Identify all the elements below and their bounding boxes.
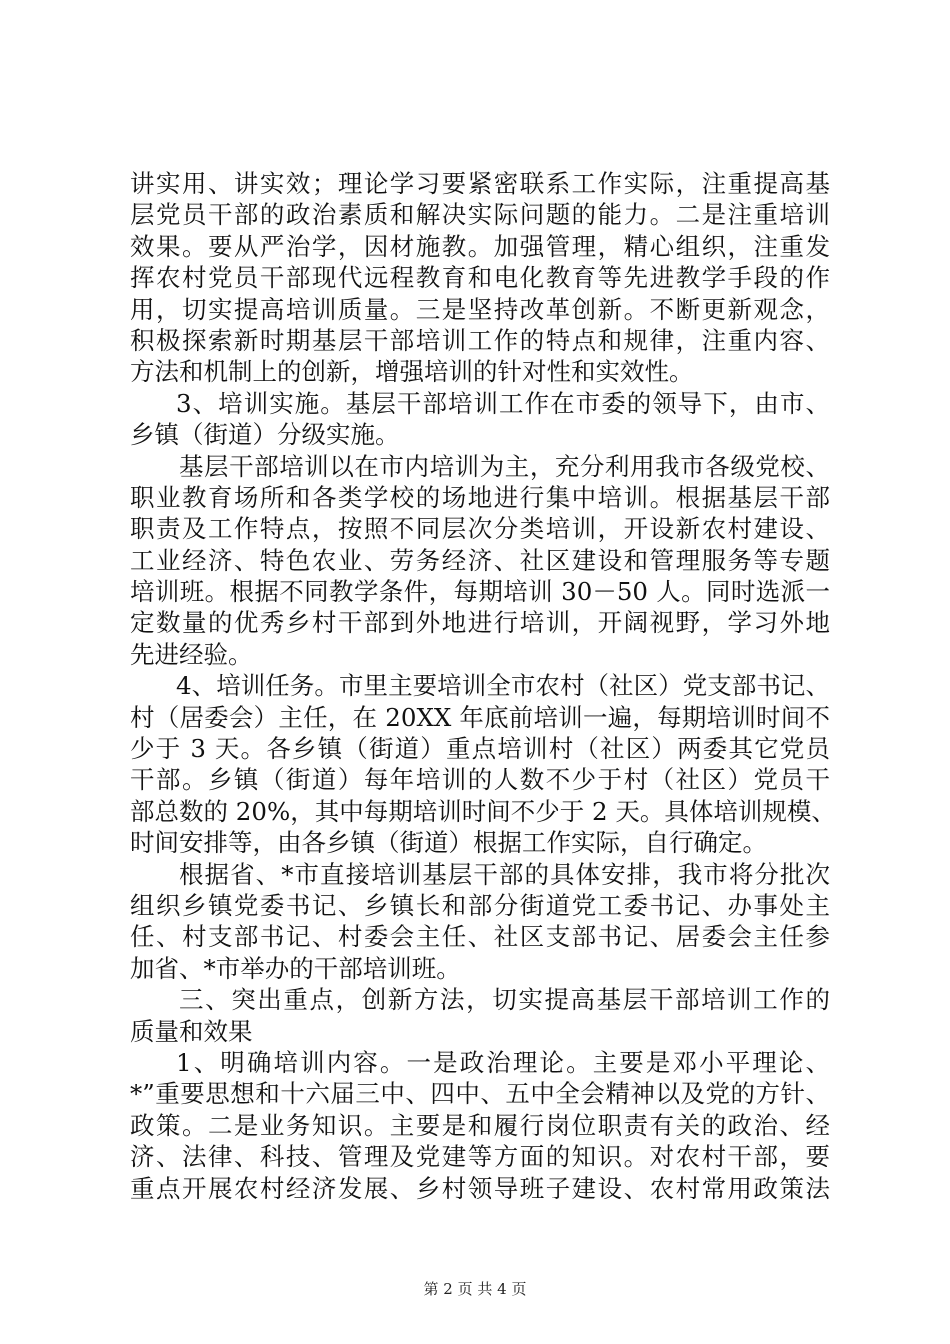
paragraph <box>130 168 830 388</box>
text-line: 质量和效果 <box>130 1016 253 1046</box>
text-line: *”重要思想和十六届三中、四中、五中全会精神以及党的方针、 <box>130 1079 830 1109</box>
text-line: 挥农村党员干部现代远程教育和电化教育等先进教学手段的作 <box>130 263 830 293</box>
text-line: 工业经济、特色农业、劳务经济、社区建设和管理服务等专题 <box>130 545 830 575</box>
text-line: 济、法律、科技、管理及党建等方面的知识。对农村干部，要 <box>130 1142 830 1172</box>
text-line: 乡镇（街道）分级实施。 <box>130 420 400 450</box>
text-line: 培训班。根据不同教学条件，每期培训 30－50 人。同时选派一 <box>130 577 830 607</box>
text-line: 方法和机制上的创新，增强培训的针对性和实效性。 <box>130 357 694 387</box>
text-line: 4、培训任务。市里主要培训全市农村（社区）党支部书记、 <box>176 671 830 701</box>
text-line: 积极探索新时期基层干部培训工作的特点和规律，注重内容、 <box>130 325 830 355</box>
text-line: 基层干部培训以在市内培训为主，充分利用我市各级党校、 <box>179 451 830 481</box>
text-line: 职责及工作特点，按照不同层次分类培训，开设新农村建设、 <box>130 514 830 544</box>
text-line: 层党员干部的政治素质和解决实际问题的能力。二是注重培训 <box>130 200 830 230</box>
text-line: 效果。要从严治学，因材施教。加强管理，精心组织，注重发 <box>130 231 830 261</box>
paragraph <box>130 451 830 671</box>
paragraph <box>130 859 830 985</box>
text-line: 重点开展农村经济发展、乡村领导班子建设、农村常用政策法 <box>130 1173 830 1203</box>
text-line: 部总数的 20%，其中每期培训时间不少于 2 天。具体培训规模、 <box>130 796 836 826</box>
text-line: 少于 3 天。各乡镇（街道）重点培训村（社区）两委其它党员 <box>130 734 830 764</box>
text-line: 用，切实提高培训质量。三是坚持改革创新。不断更新观念， <box>130 294 830 324</box>
page-footer: 第 2 页 共 4 页 <box>423 1280 527 1298</box>
text-line: 干部。乡镇（街道）每年培训的人数不少于村（社区）党员干 <box>130 765 830 795</box>
text-line: 三、突出重点，创新方法，切实提高基层干部培训工作的 <box>179 985 830 1015</box>
text-line: 1、明确培训内容。一是政治理论。主要是邓小平理论、 <box>176 1047 830 1077</box>
text-line: 讲实用、讲实效；理论学习要紧密联系工作实际，注重提高基 <box>130 169 830 198</box>
text-line: 3、培训实施。基层干部培训工作在市委的领导下，由市、 <box>176 388 830 418</box>
text-line: 组织乡镇党委书记、乡镇长和部分街道党工委书记、办事处主 <box>130 890 830 920</box>
text-line: 村（居委会）主任，在 20XX 年底前培训一遍，每期培训时间不 <box>130 702 830 732</box>
text-line: 任、村支部书记、村委会主任、社区支部书记、居委会主任参 <box>130 922 830 952</box>
text-line: 定数量的优秀乡村干部到外地进行培训，开阔视野，学习外地 <box>130 608 830 638</box>
paragraph <box>130 984 830 1047</box>
text-line: 职业教育场所和各类学校的场地进行集中培训。根据基层干部 <box>130 482 830 512</box>
text-line: 根据省、*市直接培训基层干部的具体安排，我市将分批次 <box>179 859 830 889</box>
text-line: 政策。二是业务知识。主要是和履行岗位职责有关的政治、经 <box>130 1110 830 1140</box>
text-line: 加省、*市举办的干部培训班。 <box>130 953 461 983</box>
paragraph <box>130 1047 830 1204</box>
text-line: 先进经验。 <box>130 639 253 669</box>
text-line: 时间安排等，由各乡镇（街道）根据工作实际，自行确定。 <box>130 828 767 858</box>
paragraph <box>130 388 830 451</box>
paragraph <box>130 670 836 858</box>
document-body <box>130 168 836 1204</box>
